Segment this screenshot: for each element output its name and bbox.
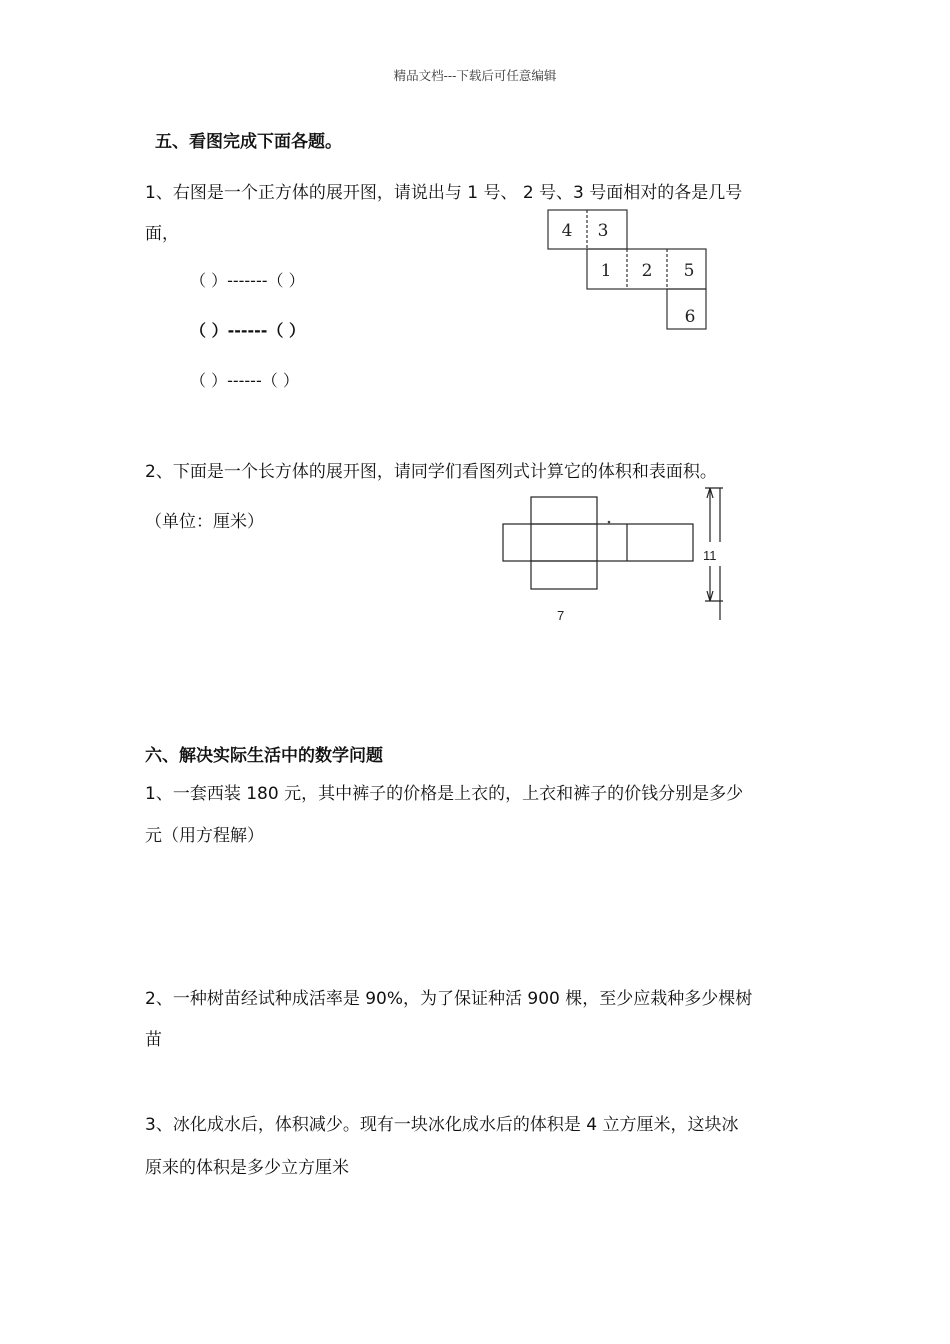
dimension-label-7: 7 <box>557 608 565 623</box>
p1-text-line1: 1、一套西装 180 元，其中裤子的价格是上衣的，上衣和裤子的价钱分别是多少 <box>145 784 744 804</box>
cuboid-net-diagram <box>495 480 735 630</box>
p2-text-line2: 苗 <box>145 1030 162 1050</box>
p3-text-line2: 原来的体积是多少立方厘米 <box>145 1158 349 1178</box>
answer-pair-3: （ ）------（ ） <box>190 371 299 390</box>
cube-face-label: 2 <box>641 261 653 281</box>
answer-pair-2: （ ）------（ ） <box>190 321 305 340</box>
cuboid-net-bottom-face <box>531 561 597 589</box>
cube-face-label: 1 <box>600 261 612 281</box>
cube-face-label: 6 <box>684 307 696 327</box>
answer-pair-1: （ ）-------（ ） <box>190 271 305 290</box>
q2-unit: （单位：厘米） <box>145 512 264 532</box>
p2-text-line1: 2、一种树苗经试种成活率是 90%，为了保证种活 900 棵，至少应栽种多少棵树 <box>145 989 753 1009</box>
cube-face-label: 5 <box>683 261 695 281</box>
p1-text-line2: 元（用方程解） <box>145 826 264 846</box>
cuboid-net-top-face <box>531 497 597 524</box>
section-6-title: 六、解决实际生活中的数学问题 <box>145 746 383 766</box>
section-5-title: 五、看图完成下面各题。 <box>155 132 342 152</box>
cube-face-label: 3 <box>597 221 609 241</box>
cube-face-label: 4 <box>561 221 573 241</box>
page-header: 精品文档---下载后可任意编辑 <box>393 68 557 83</box>
cube-net-diagram <box>540 205 720 335</box>
dimension-label-11: 11 <box>703 548 717 563</box>
p3-text-line1: 3、冰化成水后，体积减少。现有一块冰化成水后的体积是 4 立方厘米，这块冰 <box>145 1115 739 1135</box>
q1-text-line1: 1、右图是一个正方体的展开图，请说出与 1 号、 2 号、3 号面相对的各是几号 <box>145 183 743 203</box>
q1-text-line2: 面， <box>145 224 179 244</box>
q2-text-line1: 2、下面是一个长方体的展开图，请同学们看图列式计算它的体积和表面积。 <box>145 462 717 482</box>
